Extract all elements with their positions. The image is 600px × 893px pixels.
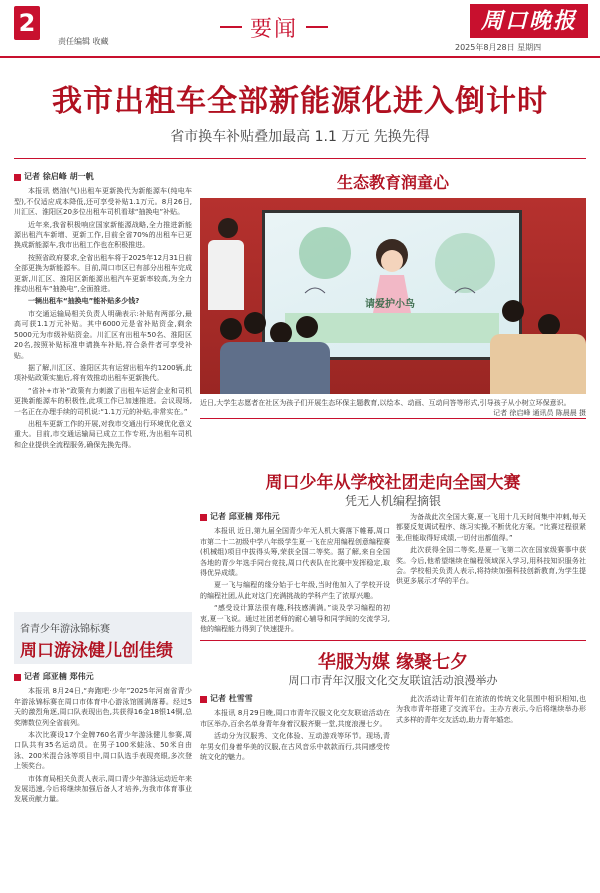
story4-col1 bbox=[200, 694, 390, 888]
photo-credit: 记者 徐启峰 通讯员 陈晨晨 摄 bbox=[493, 409, 586, 417]
story2-subtitle: 凭无人机编程摘银 bbox=[344, 494, 441, 508]
newspaper-logo: 周口晚报 bbox=[470, 4, 588, 38]
story4-col2 bbox=[396, 694, 586, 888]
story2-paragraph: 为备战此次全国大赛,夏一飞用十几天时间集中冲刺,每天都要反复调试程序、练习实操,不断优化方案。“比赛过程很紧张,但能取得好成绩,一切付出都值得。” bbox=[396, 513, 586, 542]
lead-article bbox=[14, 172, 192, 612]
story3-paragraph: 本次比赛设17个金牌760名青少年游泳健儿参赛,周口队共有35名运动员。在男子100米蛙泳、50米自由泳、200米混合泳等项目中,周口队选手表现亮眼,多次登上领奖台。 bbox=[14, 731, 192, 771]
divider bbox=[200, 418, 586, 419]
story2-byline: 记者 邱亚楠 郑伟元 bbox=[200, 512, 390, 522]
issue-date: 2025年8月28日 星期四 bbox=[455, 43, 542, 52]
story3-paragraph: 本报讯 8月24日,“奔跑吧·少年”2025年河南省青少年游泳锦标赛在周口市体育中心游泳馆圆满落幕。经过5天的激烈角逐,周口队表现出色,共获得16金18银14铜,总奖牌数位列全省前列。 bbox=[14, 687, 192, 727]
square-icon bbox=[200, 514, 207, 521]
lead-headline: 我市出租车全部新能源化进入倒计时 bbox=[52, 84, 548, 119]
square-icon bbox=[14, 174, 21, 181]
story2-col2 bbox=[396, 512, 586, 634]
page-number: 2 bbox=[14, 6, 40, 40]
story4-paragraph: 活动分为汉服秀、文化体验、互动游戏等环节。现场,青年男女们身着华美的汉服,在古风音乐中款款而行,共同感受传统文化的魅力。 bbox=[200, 732, 390, 762]
page-header bbox=[0, 0, 600, 58]
photo-caption: 近日,大学生志愿者在社区为孩子们开展生态环保主题教育,以绘本、动画、互动问答等形式,引导孩子从小树立环保意识。 记者 徐启峰 通讯员 陈晨晨 摄 bbox=[200, 399, 586, 417]
children-eco-class-photo bbox=[200, 198, 586, 394]
story2-col1 bbox=[200, 512, 390, 634]
section-name: 要闻 bbox=[250, 12, 298, 43]
children-group-left bbox=[220, 308, 330, 394]
lead-byline: 记者 徐启峰 胡一帆 bbox=[14, 172, 192, 182]
story3-title: 周口游泳健儿创佳绩 bbox=[20, 641, 173, 661]
story2-paragraph: 此次获得全国二等奖,是夏一飞第二次在国家级赛事中获奖。今后,他希望继续在编程领域深入学习,用科技知识服务社会。学校相关负责人表示,将持续加强科技创新教育,为学生提供更多展示才华的平台。 bbox=[396, 546, 586, 586]
lead-paragraph: 按照省政府要求,全省出租车将于2025年12月31日前全部更换为新能源车。目前,周口市区已有部分出租车完成更新,川汇区、淮阳区新能源出租汽车更新率较高,为全力推动出租车“抽换电”,全面推进。 bbox=[14, 253, 192, 294]
story3-byline: 记者 邱亚楠 郑伟元 bbox=[14, 672, 192, 682]
story3-paragraph: 市体育局相关负责人表示,周口青少年游泳运动近年来发展迅速,今后将继续加强后备人才培养,为我市体育事业发展贡献力量。 bbox=[14, 774, 192, 804]
story4-title: 华服为媒 缘聚七夕 bbox=[317, 652, 469, 673]
lead-paragraph: 据了解,川汇区、淮阳区共有运营出租车约1200辆,此项补贴政策实施后,将有效推动出租车更新换代。 bbox=[14, 363, 192, 383]
divider bbox=[200, 640, 586, 641]
story2-paragraph: 本报讯 近日,第九届全国青少年无人机大赛落下帷幕,周口市第二十二初级中学八年级学生夏一飞在应用编程创意编程赛(机械组)项目中拔得头筹,荣获全国二等奖。据了解,来自全国各地的青少年选手同台竞技,周口代表队在比赛中发挥稳定,取得优异成绩。 bbox=[200, 527, 390, 578]
story4-byline: 记者 杜雪雪 bbox=[200, 694, 390, 704]
story4-paragraph: 本报讯 8月29日晚,周口市青年汉服文化交友联谊活动在市区举办,百余名单身青年身着汉服齐聚一堂,共度浪漫七夕。 bbox=[200, 709, 390, 728]
story2-paragraph: 夏一飞与编程的缘分始于七年级,当时他加入了学校开设的编程社团,从此对这门充满挑战的学科产生了浓厚兴趣。 bbox=[200, 581, 390, 600]
story3-kicker: 省青少年游泳锦标赛 bbox=[20, 624, 110, 635]
photo-story-title: 生态教育润童心 bbox=[336, 173, 449, 192]
lead-subheadline: 省市换车补贴叠加最高 1.1 万元 先换先得 bbox=[170, 129, 430, 145]
story4-subtitle: 周口市青年汉服文化交友联谊活动浪漫举办 bbox=[288, 674, 498, 687]
lead-paragraph: 近年来,我省积极响应国家新能源战略,全力推进新能源出租汽车新增、更新工作,目前全省70%的出租车已更换成新能源车,我市出租工作也在积极推进。 bbox=[14, 220, 192, 250]
lead-paragraph: 出租车更新工作的开展,对我市交通出行环境优化意义重大。目前,市交通运输局已成立工作专班,为出租车司机和企业提供全流程服务,确保先换先得。 bbox=[14, 419, 192, 449]
lead-question: 一辆出租车“抽换电”能补贴多少钱? bbox=[28, 297, 140, 306]
story2-title: 周口少年从学校社团走向全国大赛 bbox=[265, 473, 521, 493]
story2-paragraph: “感受设计算法很有趣,科技感满满。”谈及学习编程的初衷,夏一飞说。通过社团老师的耐心辅导和同学间的交流学习,他的编程能力得到了快速提升。 bbox=[200, 604, 390, 634]
lead-paragraph: “省补+市补”政策有力刺激了出租车运营企业和司机更换新能源车的积极性,此项工作已加速推进。会议现场,一名正在办理手续的司机说:“1.1万元的补贴,非常实在。” bbox=[14, 386, 192, 416]
divider bbox=[14, 158, 586, 159]
screen-text: 请爱护小鸟 bbox=[365, 299, 415, 310]
children-group-right bbox=[490, 294, 586, 394]
lead-paragraph: 市交通运输局相关负责人明确表示:补贴有两部分,最高可获1.1万元补贴。其中6000元是省补贴资金,剩余5000元为市级补贴资金。川汇区有出租车50名、淮阳区20名,按照补贴标准申请换车补贴,符合条件者可享受补贴。 bbox=[14, 309, 192, 360]
story4-paragraph: 此次活动让青年们在浓浓的传统文化氛围中相识相知,也为我市青年搭建了交流平台。主办方表示,今后将继续举办形式多样的青年交友活动,助力青年婚恋。 bbox=[396, 695, 586, 724]
lead-paragraph: 本报讯 燃油(气)出租车更新换代为新能源车(纯电车型),不仅适应成本降低,还可享受补贴1.1万元。8月26日,川汇区、淮阳区20多位出租车司机看球“抽换电”补贴。 bbox=[14, 187, 192, 217]
square-icon bbox=[200, 696, 207, 703]
story3-article bbox=[14, 672, 192, 888]
editor-credit: 责任编辑 收藏 bbox=[58, 37, 109, 46]
square-icon bbox=[14, 674, 21, 681]
